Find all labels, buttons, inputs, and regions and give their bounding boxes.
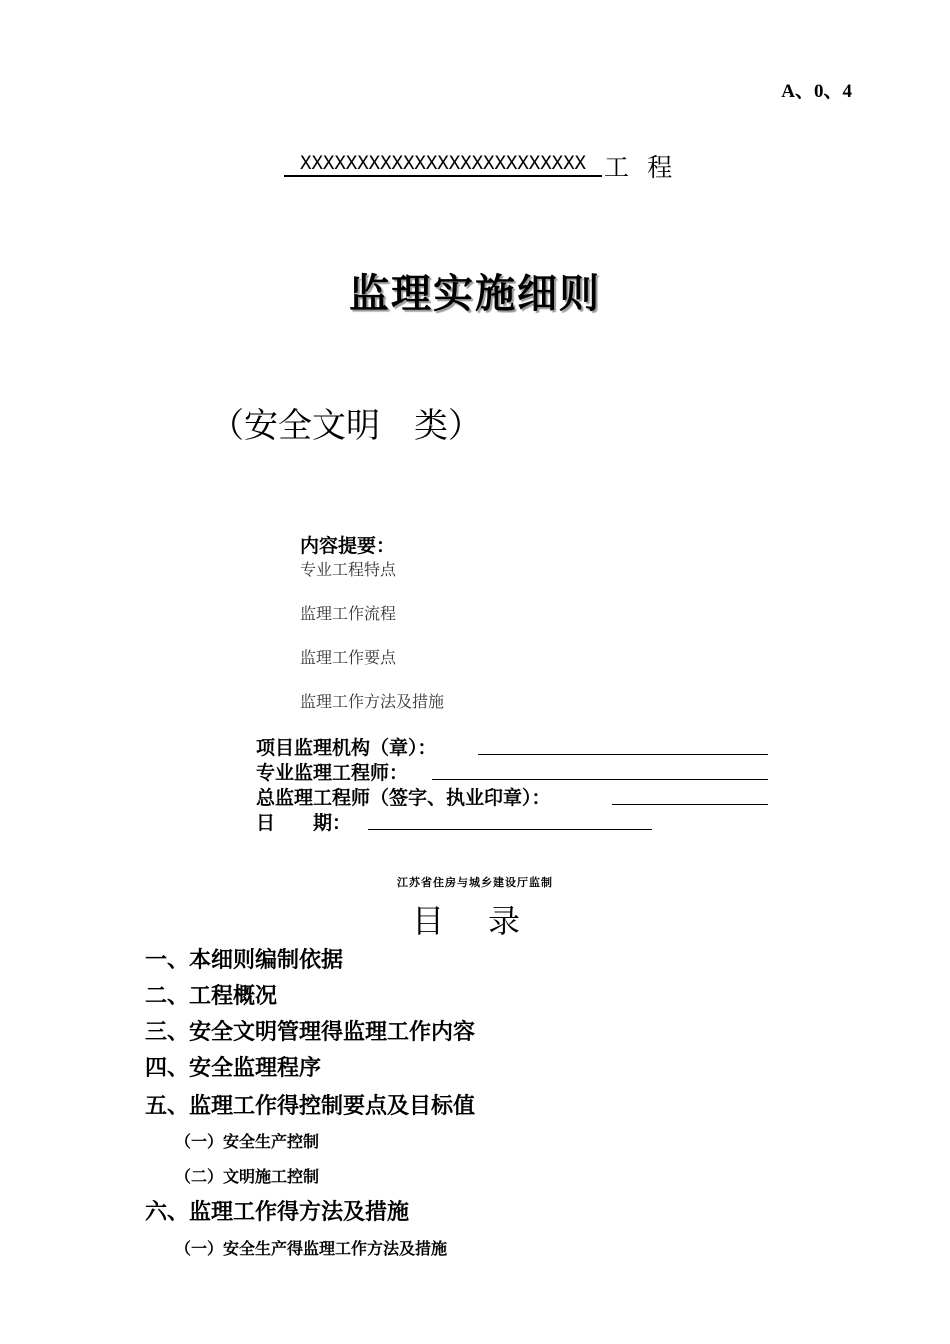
document-code: A、0、4 xyxy=(781,81,852,102)
signature-blank-line[interactable] xyxy=(612,804,768,805)
toc-item: 四、安全监理程序 xyxy=(145,1056,322,1081)
toc-title: 目 录 xyxy=(411,903,538,939)
summary-item: 专业工程特点 xyxy=(300,562,397,579)
toc-subitem: （二）文明施工控制 xyxy=(175,1167,320,1186)
signature-blank-line[interactable] xyxy=(478,754,768,755)
summary-item: 监理工作方法及措施 xyxy=(300,694,445,711)
toc-item: 五、监理工作得控制要点及目标值 xyxy=(145,1094,476,1119)
toc-subitem: （一）安全生产控制 xyxy=(175,1132,320,1151)
main-title: 监理实施细则 xyxy=(349,271,601,317)
project-name: XXXXXXXXXXXXXXXXXXXXXXXXX xyxy=(284,152,602,177)
project-title-line xyxy=(284,148,684,182)
summary-heading: 内容提要： xyxy=(300,535,396,557)
date-blank-line[interactable] xyxy=(368,829,652,830)
signature-label: 项目监理机构（章）： xyxy=(256,737,437,759)
toc-subitem: （一）安全生产得监理工作方法及措施 xyxy=(175,1239,448,1258)
project-suffix: 工 程 xyxy=(604,155,679,182)
toc-item: 一、本细则编制依据 xyxy=(145,948,344,973)
toc-item: 六、监理工作得方法及措施 xyxy=(145,1200,410,1225)
signature-label: 专业监理工程师： xyxy=(256,762,409,784)
signature-label: 总监理工程师（签字、执业印章）： xyxy=(256,787,551,809)
summary-item: 监理工作要点 xyxy=(300,650,397,667)
toc-item: 二、工程概况 xyxy=(145,984,278,1009)
signature-label: 日 期： xyxy=(256,812,352,834)
category-label: （安全文明 类） xyxy=(210,408,482,445)
toc-item: 三、安全文明管理得监理工作内容 xyxy=(145,1020,476,1045)
signature-blank-line[interactable] xyxy=(432,779,768,780)
summary-item: 监理工作流程 xyxy=(300,606,397,623)
issuer-label: 江苏省住房与城乡建设厅监制 xyxy=(397,876,553,889)
